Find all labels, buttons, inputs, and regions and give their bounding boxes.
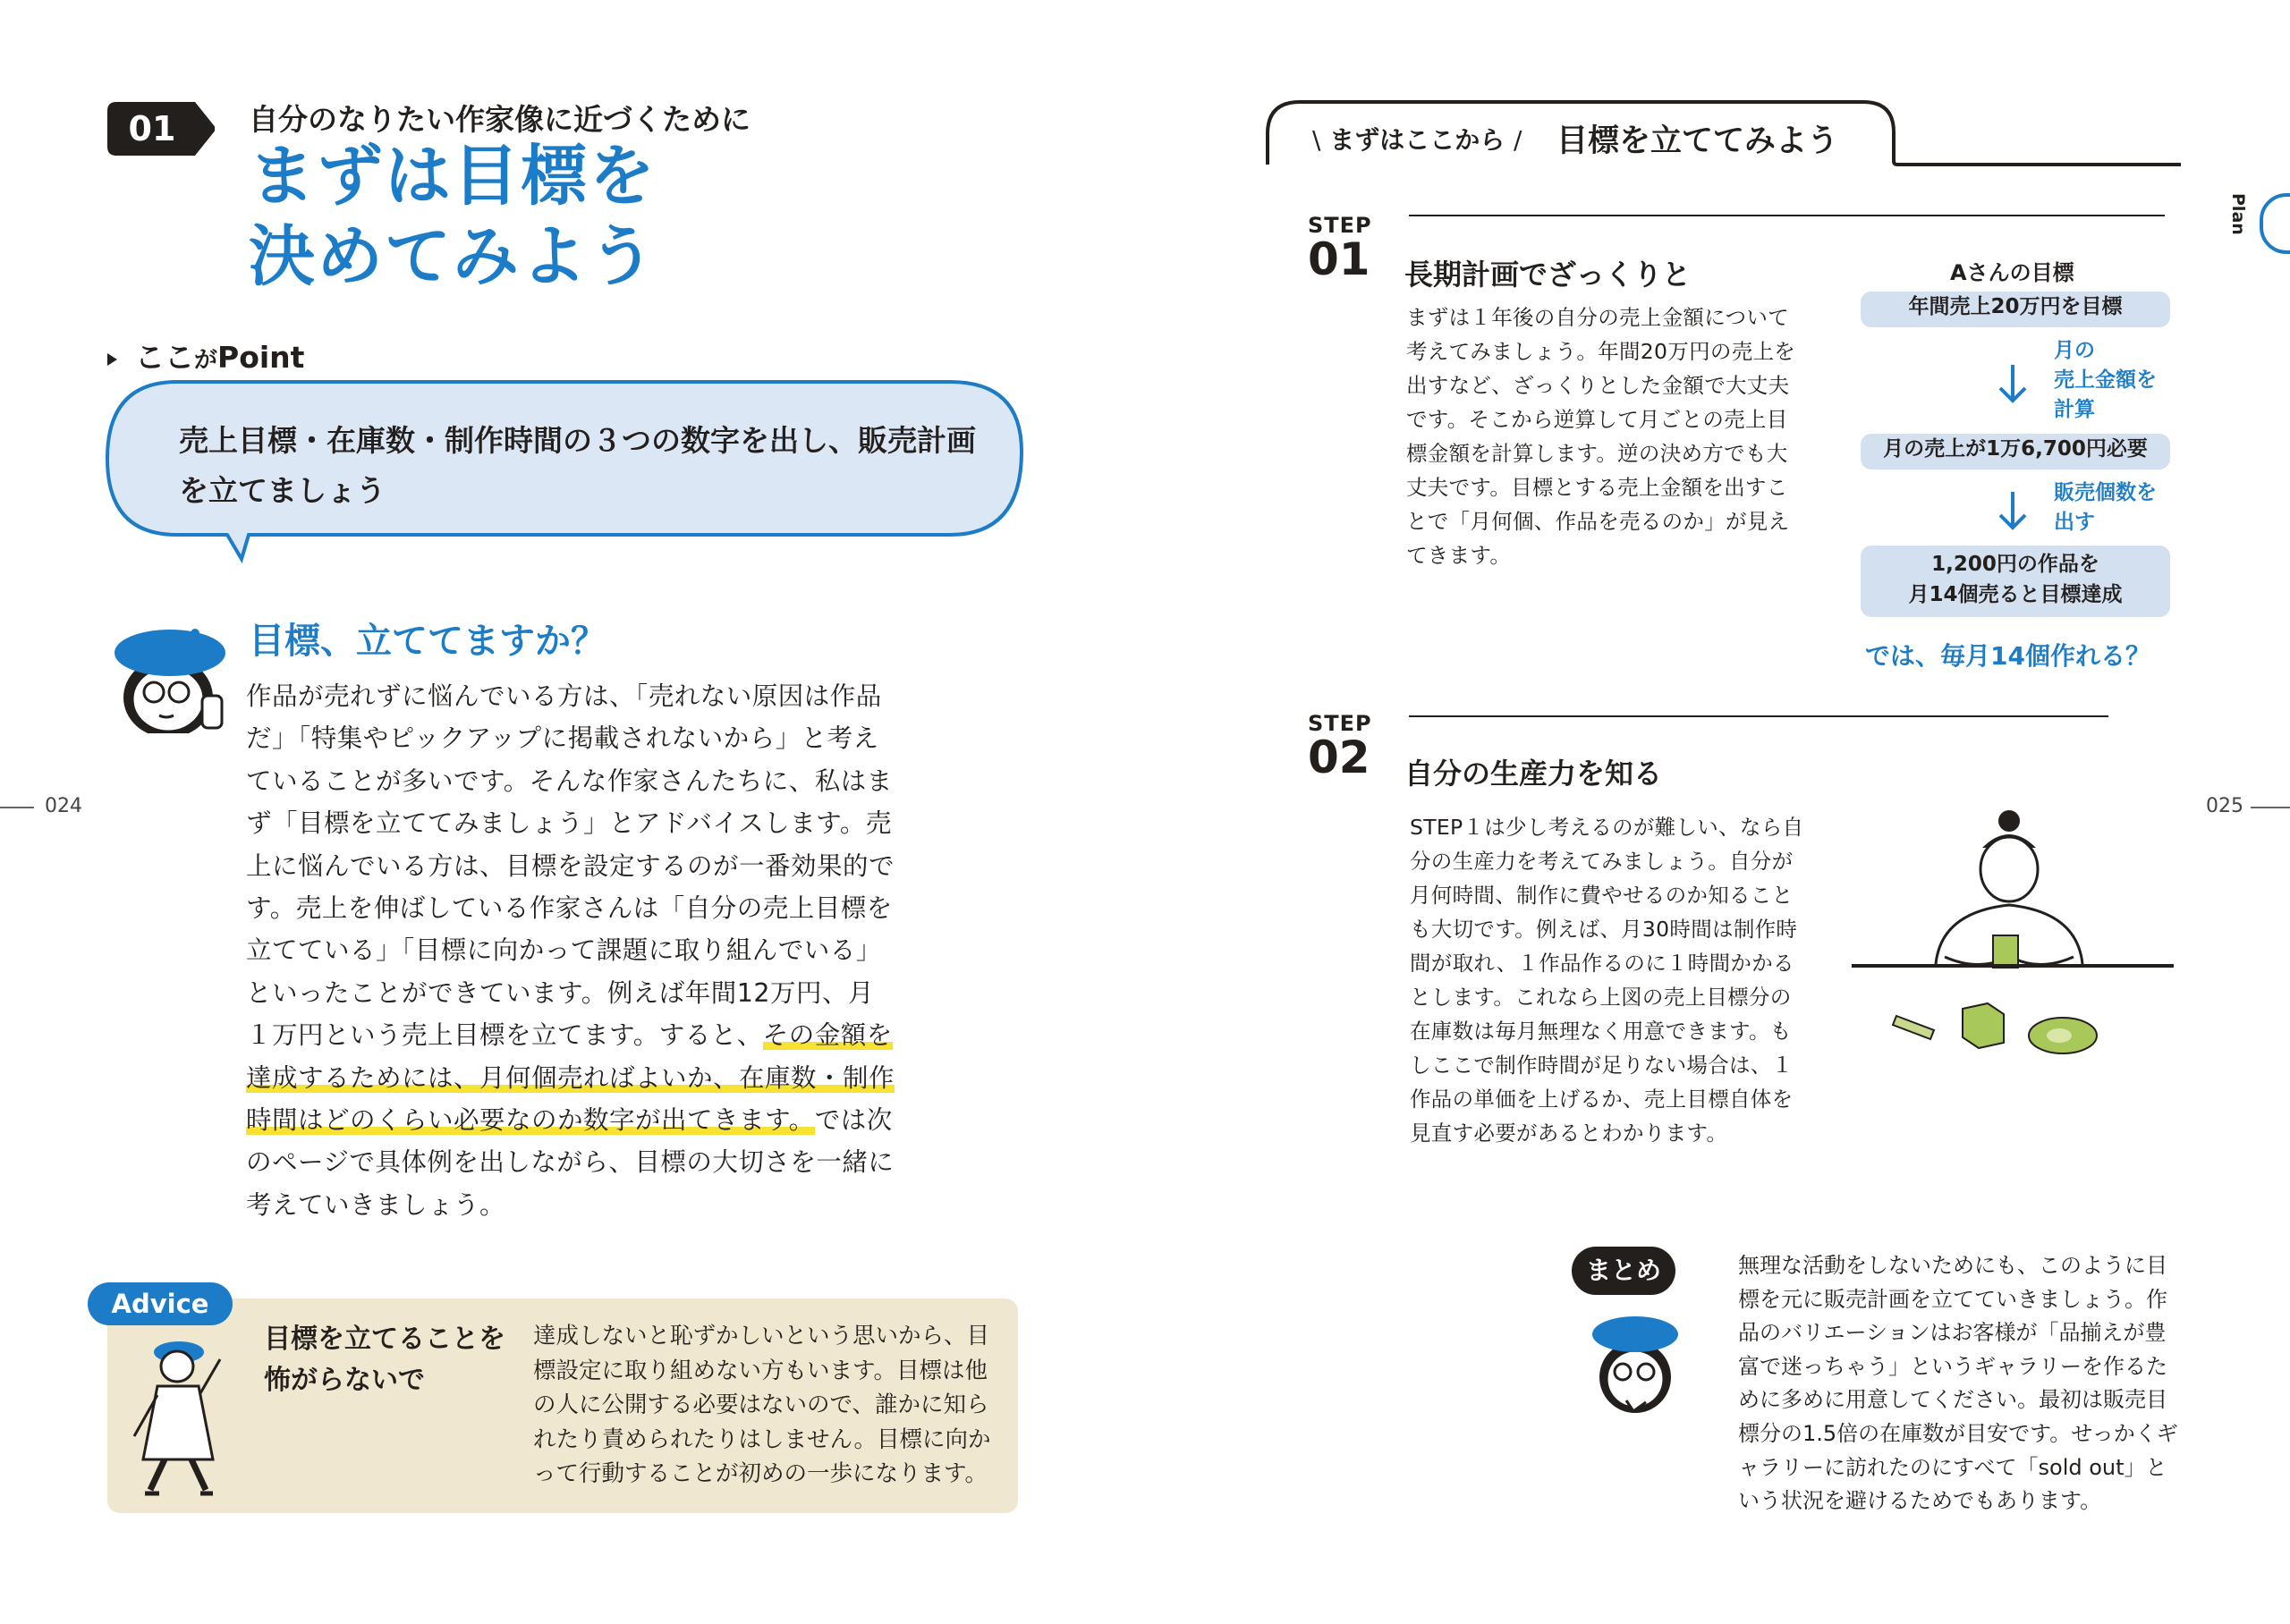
advice-text: 達成しないと恥ずかしいという思いから、目標設定に取り組めない方もいます。目標は他の人に公開する必要はないので、誰かに知られたり責められたりはしません。目標に向かって行動することが初めの一歩になります。	[533, 1323, 991, 1487]
chapter-kicker: 自分のなりたい作家像に近づくために	[249, 102, 751, 137]
goal-note-2: 販売個数を 出す	[2054, 481, 2157, 534]
tab-title: 目標を立ててみよう	[1556, 123, 1839, 159]
goal-box-monthly: 月の売上が1万6,700円必要	[1861, 434, 2170, 469]
step2-label: STEP	[1308, 711, 1372, 736]
page-title-line2: 決めてみよう	[249, 218, 657, 295]
left-body-text: 作品が売れずに悩んでいる方は、「売れない原因は作品だ」「特集やピックアップに掲載されないから」と考えていることが多いです。そんな作家さんたちに、私はまず「目標を立ててみましょう」とアドバイスします。売上に悩んでいる方は、目標を設定するのが一番効果的です。売上を伸ばしている作家さんは「自分の売上目標を立てている」「目標に向かって課題に取り組んでいる」といったことができています。例えば年間12万円、月１万円という売上目標を立てます。すると、その金額を達成するためには、月何個売ればよいか、在庫数・制作時間はどのくらい必要なのか数字が出てきます。では次のページで具体例を出しながら、目標の大切さを一緒に考えていきましょう。	[246, 681, 895, 1220]
step1-label: STEP	[1308, 213, 1372, 238]
triangle-bullet-icon	[107, 353, 117, 366]
highlighted-text: その金額を達成するためには、月何個売ればよいか、在庫数・制作時間はどのくらい必要なのか数字が出てきます。	[246, 1020, 895, 1136]
down-arrow-icon	[1995, 363, 2031, 404]
advice-badge: Advice	[88, 1282, 233, 1325]
page-number-rule	[0, 807, 34, 808]
step1-heading: 長期計画でざっくりと	[1404, 258, 1692, 292]
section-heading: 目標、立ててますか？	[249, 621, 606, 662]
step2-rule	[1409, 715, 2108, 717]
down-arrow-icon	[1995, 490, 2031, 531]
chapter-number-badge	[107, 102, 215, 156]
goal-box-annual: 年間売上20万円を目標	[1861, 292, 2170, 327]
chapter-number: 01	[128, 109, 176, 148]
page-number-left: 024	[45, 795, 82, 817]
advice-title: 目標を立てることを怖がらないで	[264, 1324, 505, 1396]
goal-title: Aさんの目標	[1950, 260, 2074, 285]
point-text: 売上目標・在庫数・制作時間の３つの数字を出し、販売計画を立てましょう	[179, 423, 976, 508]
goal-box-result: 1,200円の作品を 月14個売ると目標達成	[1861, 546, 2170, 617]
summary-text: 無理な活動をしないためにも、このように目標を元に販売計画を立てていきましょう。作品のバリエーションはお客様が「品揃えが豊富で迷っちゃう」というギャラリーを作るために多めに用意してください。最初は販売目標分の1.5倍の在庫数が目安です。せっかくギャラリーに訪れたのにすべて「sold out」という状況を避けるためでもあります。	[1738, 1253, 2178, 1514]
step1-body: まずは１年後の自分の売上金額について考えてみましょう。年間20万円の売上を出すなど、ざっくりとした金額で大丈夫です。そこから逆算して月ごとの売上目標金額を計算します。逆の決め方でも大丈夫です。目標とする売上金額を出すことで「月何個、作品を売るのか」が見えてきます。	[1406, 305, 1796, 568]
goal-note-1: 月の 売上金額を 計算	[2054, 339, 2157, 421]
side-tab-label: Plan	[2228, 193, 2248, 235]
side-tab-circle	[2260, 193, 2290, 254]
step1-rule	[1409, 215, 2165, 216]
step2-heading: 自分の生産力を知る	[1404, 757, 1663, 791]
beret-girl-illustration	[106, 617, 231, 733]
page-title	[249, 136, 657, 297]
point-label: ここがPoint	[107, 334, 304, 376]
goal-question: では、毎月14個作れる？	[1865, 641, 2150, 671]
craft-person-illustration	[1852, 805, 2174, 1064]
page-number-rule-right	[2251, 807, 2290, 808]
advice-girl-illustration	[123, 1332, 235, 1502]
step1-number: 01	[1308, 233, 1370, 285]
step2-number: 02	[1308, 732, 1370, 783]
page-title-line1: まずは目標を	[249, 138, 657, 215]
summary-badge: まとめ	[1572, 1247, 1675, 1295]
beret-girl-summary-illustration	[1585, 1307, 1684, 1424]
page-number-right: 025	[2206, 795, 2243, 817]
tab-label: \ まずはここから /	[1312, 125, 1522, 155]
step2-body: STEP１は少し考えるのが難しい、なら自分の生産力を考えてみましょう。自分が月何時間、制作に費やせるのか知ることも大切です。例えば、月30時間は制作時間が取れ、１作品作るのに１時間かかるとします。これなら上図の売上目標分の在庫数は毎月無理なく用意できます。もしここで制作時間が足りない場合は、１作品の単価を上げるか、売上目標自体を見直す必要があるとわかります。	[1410, 815, 1804, 1146]
